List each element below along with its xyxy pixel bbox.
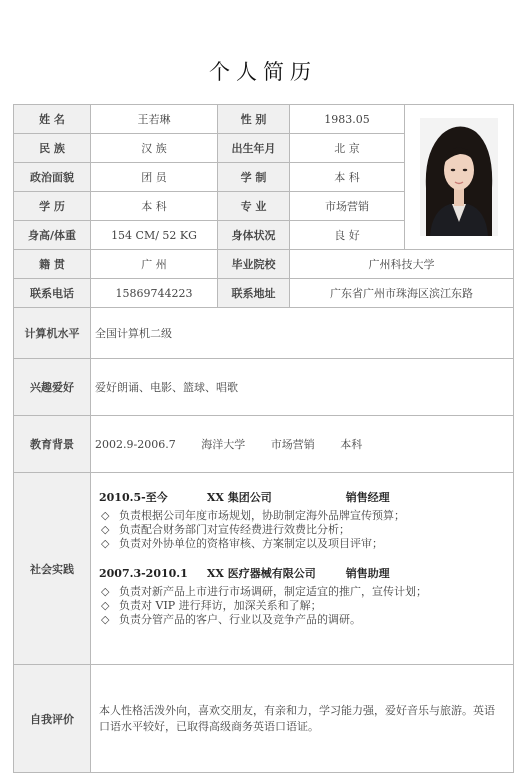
job-role: 销售经理 [345,491,390,504]
gender-value: 1983.05 [290,105,405,134]
name-value: 王若琳 [91,105,218,134]
job-header [99,567,503,581]
practice-value [91,473,514,665]
birth-value: 北 京 [290,134,405,163]
job-bullet: ◇ 负责对 VIP 进行拜访，加深关系和了解； [101,599,322,612]
edu-label: 教育背景 [14,416,91,473]
computer-value: 全国计算机二级 [91,308,514,359]
job-company: XX 集团公司 [206,491,272,504]
edu-period: 2002.9-2006.7 [95,438,176,451]
phone-label: 联系电话 [14,279,91,308]
job-period: 2007.3-2010.1 [99,567,188,580]
ethnicity-label: 民 族 [14,134,91,163]
computer-label: 计算机水平 [14,308,91,359]
job-company: XX 医疗器械有限公司 [206,567,316,580]
health-label: 身体状况 [218,221,290,250]
job-bullet: ◇ 负责配合财务部门对宣传经费进行效费比分析； [101,523,350,536]
edu-school: 海洋大学 [201,438,246,451]
system-value: 本 科 [290,163,405,192]
birth-label: 出生年月 [218,134,290,163]
job-bullet: ◇ 负责对外协单位的资格审核、方案制定以及项目评审； [101,537,383,550]
diamond-bullet-icon: ◇ [101,523,110,536]
self-label: 自我评价 [14,665,91,773]
education-label: 学 历 [14,192,91,221]
body-label: 身高/体重 [14,221,91,250]
health-value: 良 好 [290,221,405,250]
phone-value: 15869744223 [91,279,218,308]
system-label: 学 制 [218,163,290,192]
job-bullet: ◇ 负责分管产品的客户、行业以及竞争产品的调研。 [101,613,361,626]
edu-degree: 本科 [340,438,363,451]
origin-value: 广 州 [91,250,218,279]
resume-title: 个人简历 [209,60,317,84]
self-value: 本人性格活泼外向，喜欢交朋友，有亲和力，学习能力强，爱好音乐与旅游。英语口语水平较好，已取得高级商务英语口语证。 [91,665,514,773]
school-label: 毕业院校 [218,250,290,279]
ethnicity-value: 汉 族 [91,134,218,163]
hobby-value: 爱好朗诵、电影、篮球、唱歌 [91,359,514,416]
school-value: 广州科技大学 [290,250,514,279]
hobby-label: 兴趣爱好 [14,359,91,416]
major-value: 市场营销 [290,192,405,221]
job-role: 销售助理 [345,567,390,580]
job-bullet: ◇ 负责对新产品上市进行市场调研，制定适宜的推广，宣传计划； [101,585,427,598]
edu-value [91,416,514,473]
address-value: 广东省广州市珠海区滨江东路 [290,279,514,308]
job-bullet: ◇ 负责根据公司年度市场规划，协助制定海外品牌宣传预算； [101,509,405,522]
profile-photo [420,118,498,236]
politics-label: 政治面貌 [14,163,91,192]
diamond-bullet-icon: ◇ [101,599,110,612]
job-header [99,491,503,505]
diamond-bullet-icon: ◇ [101,613,110,626]
photo-cell [405,105,514,250]
diamond-bullet-icon: ◇ [101,537,110,550]
origin-label: 籍 贯 [14,250,91,279]
body-value: 154 CM/ 52 KG [91,221,218,250]
practice-label: 社会实践 [14,473,91,665]
address-label: 联系地址 [218,279,290,308]
major-label: 专 业 [218,192,290,221]
diamond-bullet-icon: ◇ [101,509,110,522]
edu-major: 市场营销 [270,438,315,451]
education-value: 本 科 [91,192,218,221]
job-period: 2010.5-至今 [99,491,168,504]
gender-label: 性 别 [218,105,290,134]
name-label: 姓 名 [14,105,91,134]
diamond-bullet-icon: ◇ [101,585,110,598]
politics-value: 团 员 [91,163,218,192]
resume-table [13,104,514,773]
